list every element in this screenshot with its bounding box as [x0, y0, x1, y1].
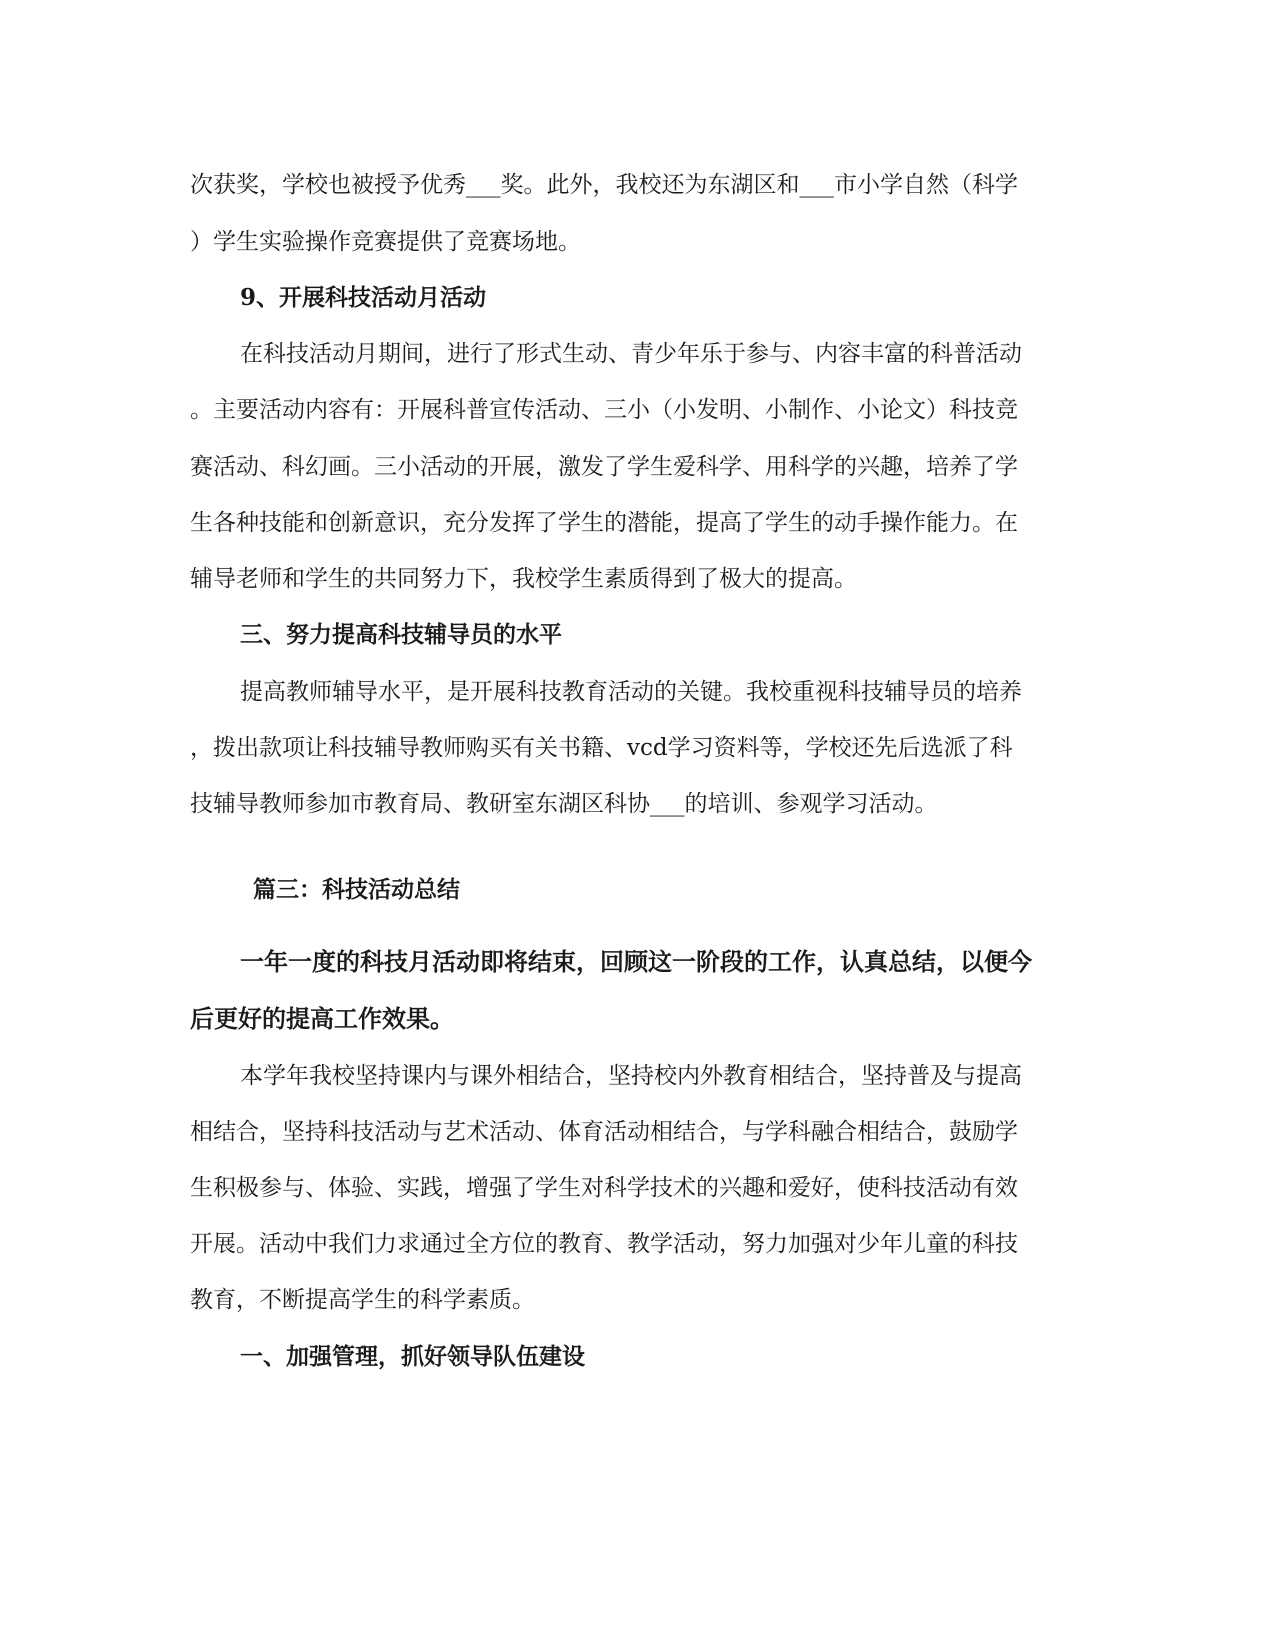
paragraph-line: 提高教师辅导水平，是开展科技教育活动的关键。我校重视科技辅导员的培养: [240, 679, 1022, 705]
section-heading: 三、努力提高科技辅导员的水平: [240, 621, 562, 648]
paragraph-line: 技辅导教师参加市教育局、教研室东湖区科协___的培训、参观学习活动。: [190, 791, 938, 817]
paragraph-line: 生各种技能和创新意识，充分发挥了学生的潜能，提高了学生的动手操作能力。在: [190, 510, 1018, 536]
paragraph-line: 相结合，坚持科技活动与艺术活动、体育活动相结合，与学科融合相结合，鼓励学: [190, 1119, 1018, 1145]
paragraph-line: 教育，不断提高学生的科学素质。: [190, 1287, 535, 1313]
intro-bold-line: 一年一度的科技月活动即将结束，回顾这一阶段的工作，认真总结，以便今: [240, 947, 1032, 976]
paragraph-line: ）学生实验操作竞赛提供了竞赛场地。: [190, 229, 581, 255]
paragraph-line: 。主要活动内容有：开展科普宣传活动、三小（小发明、小制作、小论文）科技竞: [190, 397, 1018, 423]
paragraph-line: 次获奖，学校也被授予优秀___奖。此外，我校还为东湖区和___市小学自然（科学: [190, 172, 1018, 198]
section-heading: 一、加强管理，抓好领导队伍建设: [240, 1343, 585, 1370]
paragraph-line: 辅导老师和学生的共同努力下，我校学生素质得到了极大的提高。: [190, 566, 857, 592]
intro-bold-line: 后更好的提高工作效果。: [190, 1004, 454, 1033]
chapter-title: 篇三：科技活动总结: [253, 876, 460, 903]
paragraph-line: 在科技活动月期间，进行了形式生动、青少年乐于参与、内容丰富的科普活动: [240, 341, 1022, 367]
paragraph-line: 本学年我校坚持课内与课外相结合，坚持校内外教育相结合，坚持普及与提高: [240, 1063, 1022, 1089]
paragraph-line: 开展。活动中我们力求通过全方位的教育、教学活动，努力加强对少年儿童的科技: [190, 1231, 1018, 1257]
paragraph-line: 生积极参与、体验、实践，增强了学生对科学技术的兴趣和爱好，使科技活动有效: [190, 1175, 1018, 1201]
paragraph-line: 赛活动、科幻画。三小活动的开展，激发了学生爱科学、用科学的兴趣，培养了学: [190, 454, 1018, 480]
section-heading: 9、开展科技活动月活动: [240, 284, 487, 311]
paragraph-line: ，拨出款项让科技辅导教师购买有关书籍、vcd学习资料等，学校还先后选派了科: [190, 735, 1013, 761]
